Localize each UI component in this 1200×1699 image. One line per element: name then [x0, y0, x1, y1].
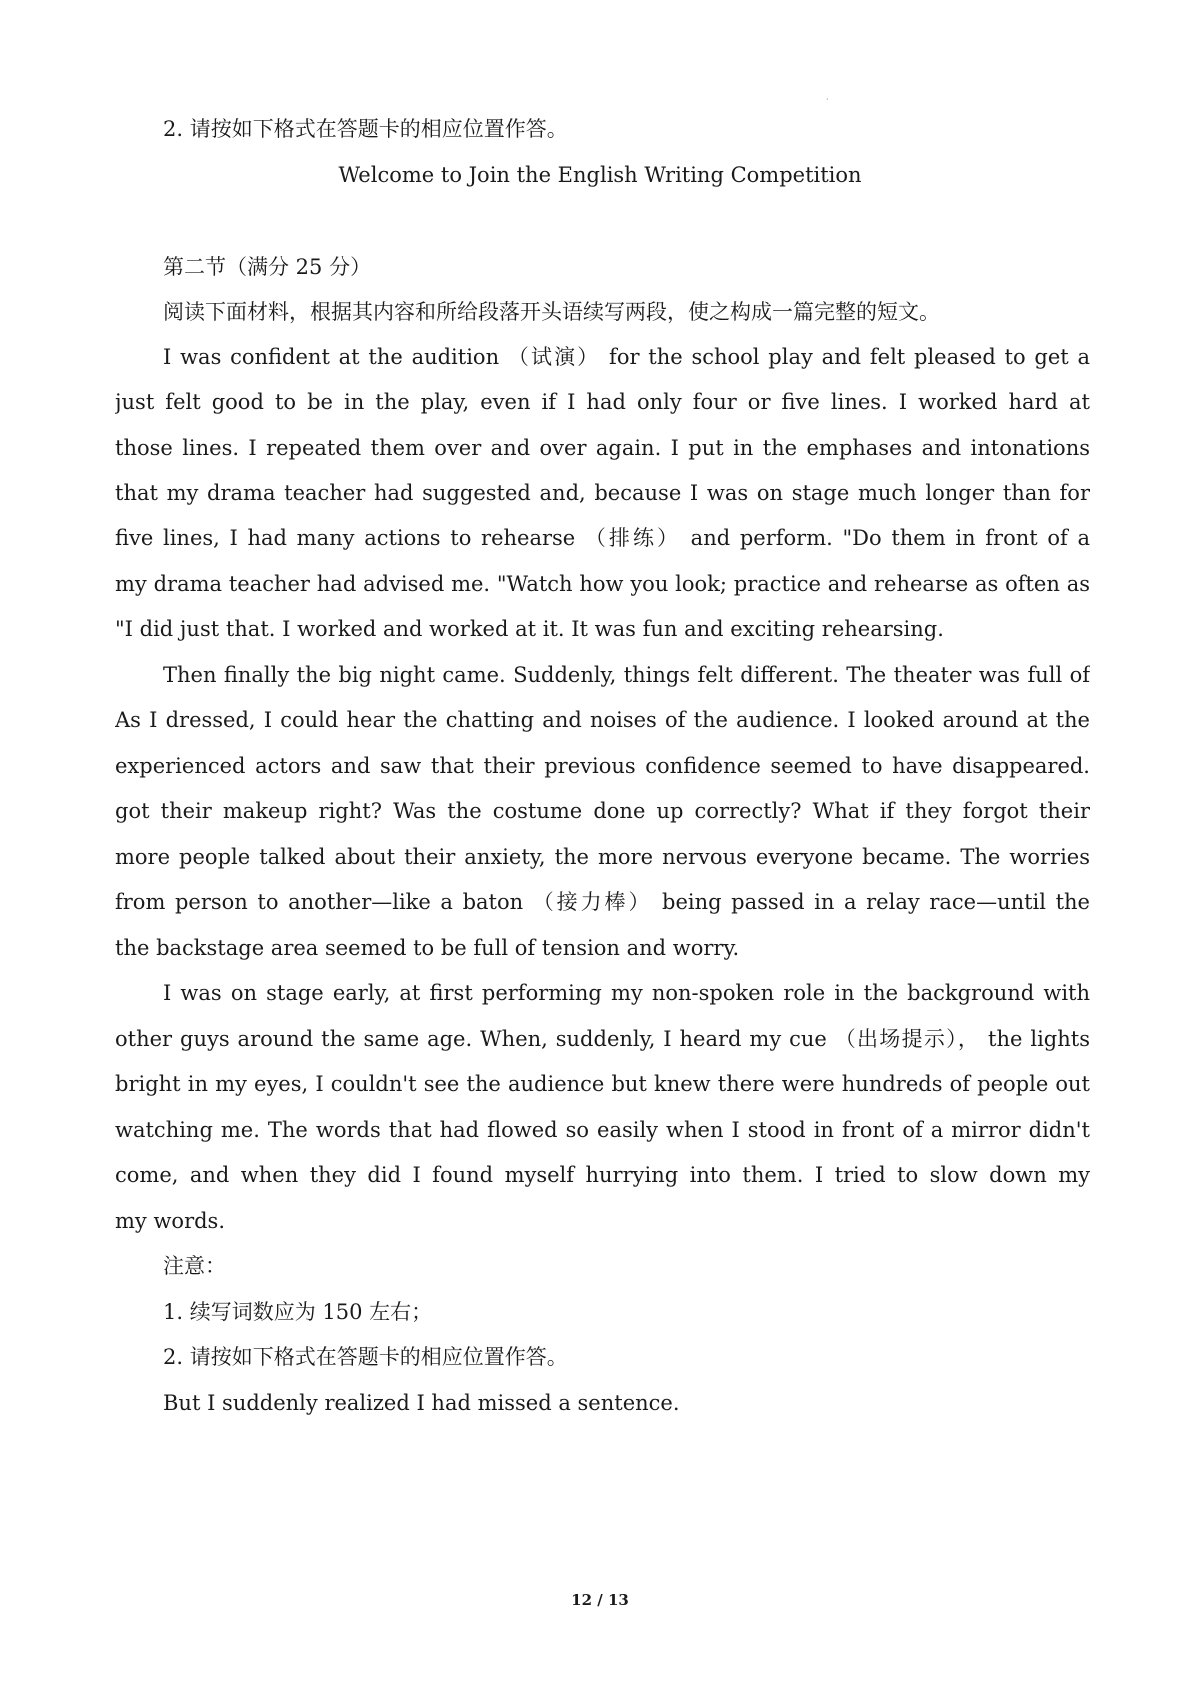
paragraph-line: five lines, I had many actions to rehearse （排练） and perform. "Do them in front of a	[115, 526, 1090, 550]
paragraph-line: just felt good to be in the play, even if I had only four or five lines. I worked hard at	[115, 390, 1090, 414]
paragraph-line: I was confident at the audition （试演） for the school play and felt pleased to get a	[163, 345, 1090, 369]
note-word-count: 1. 续写词数应为 150 左右；	[163, 1300, 433, 1324]
page-number: 12 / 13	[571, 1591, 629, 1609]
note-answer-format: 2. 请按如下格式在答题卡的相应位置作答。	[163, 1345, 568, 1369]
paragraph-line: from person to another—like a baton （接力棒） being passed in a relay race—until the	[115, 890, 1090, 914]
paragraph-line: bright in my eyes, I couldn't see the audience but knew there were hundreds of people out	[115, 1072, 1090, 1096]
paragraph-line: that my drama teacher had suggested and, because I was on stage much longer than for	[115, 481, 1090, 505]
section-heading: 第二节（满分 25 分）	[163, 255, 372, 279]
paragraph-line: I was on stage early, at first performing my non-spoken role in the background with	[163, 981, 1090, 1005]
paragraph-line: Then finally the big night came. Suddenly, things felt different. The theater was full of	[163, 663, 1090, 687]
paragraph-line: other guys around the same age. When, suddenly, I heard my cue （出场提示）， the lights	[115, 1027, 1090, 1051]
scan-speck: ·	[826, 95, 829, 104]
paragraph-line: more people talked about their anxiety, the more nervous everyone became. The worries	[115, 845, 1090, 869]
notes-heading: 注意：	[163, 1254, 226, 1278]
paragraph-line: those lines. I repeated them over and over again. I put in the emphases and intonations	[115, 436, 1090, 460]
instruction-top: 2. 请按如下格式在答题卡的相应位置作答。	[163, 117, 568, 141]
paragraph-line: come, and when they did I found myself hurrying into them. I tried to slow down my	[115, 1163, 1090, 1187]
section-instruction: 阅读下面材料，根据其内容和所给段落开头语续写两段，使之构成一篇完整的短文。	[163, 300, 940, 324]
paragraph-line: watching me. The words that had flowed so easily when I stood in front of a mirror didn't	[115, 1118, 1090, 1142]
paragraph-line: my drama teacher had advised me. "Watch how you look; practice and rehearse as often as	[115, 572, 1090, 596]
template-title: Welcome to Join the English Writing Competition	[338, 163, 862, 187]
paragraph-line: As I dressed, I could hear the chatting and noises of the audience. I looked around at the	[115, 708, 1090, 732]
continuation-start: But I suddenly realized I had missed a sentence.	[163, 1391, 680, 1415]
paragraph-line: the backstage area seemed to be full of tension and worry.	[115, 936, 740, 960]
paragraph-line: experienced actors and saw that their previous confidence seemed to have disappeared.	[115, 754, 1090, 778]
paragraph-line: my words.	[115, 1209, 226, 1233]
paragraph-line: "I did just that. I worked and worked at it. It was fun and exciting rehearsing.	[115, 617, 944, 641]
paragraph-line: got their makeup right? Was the costume done up correctly? What if they forgot their	[115, 799, 1090, 823]
